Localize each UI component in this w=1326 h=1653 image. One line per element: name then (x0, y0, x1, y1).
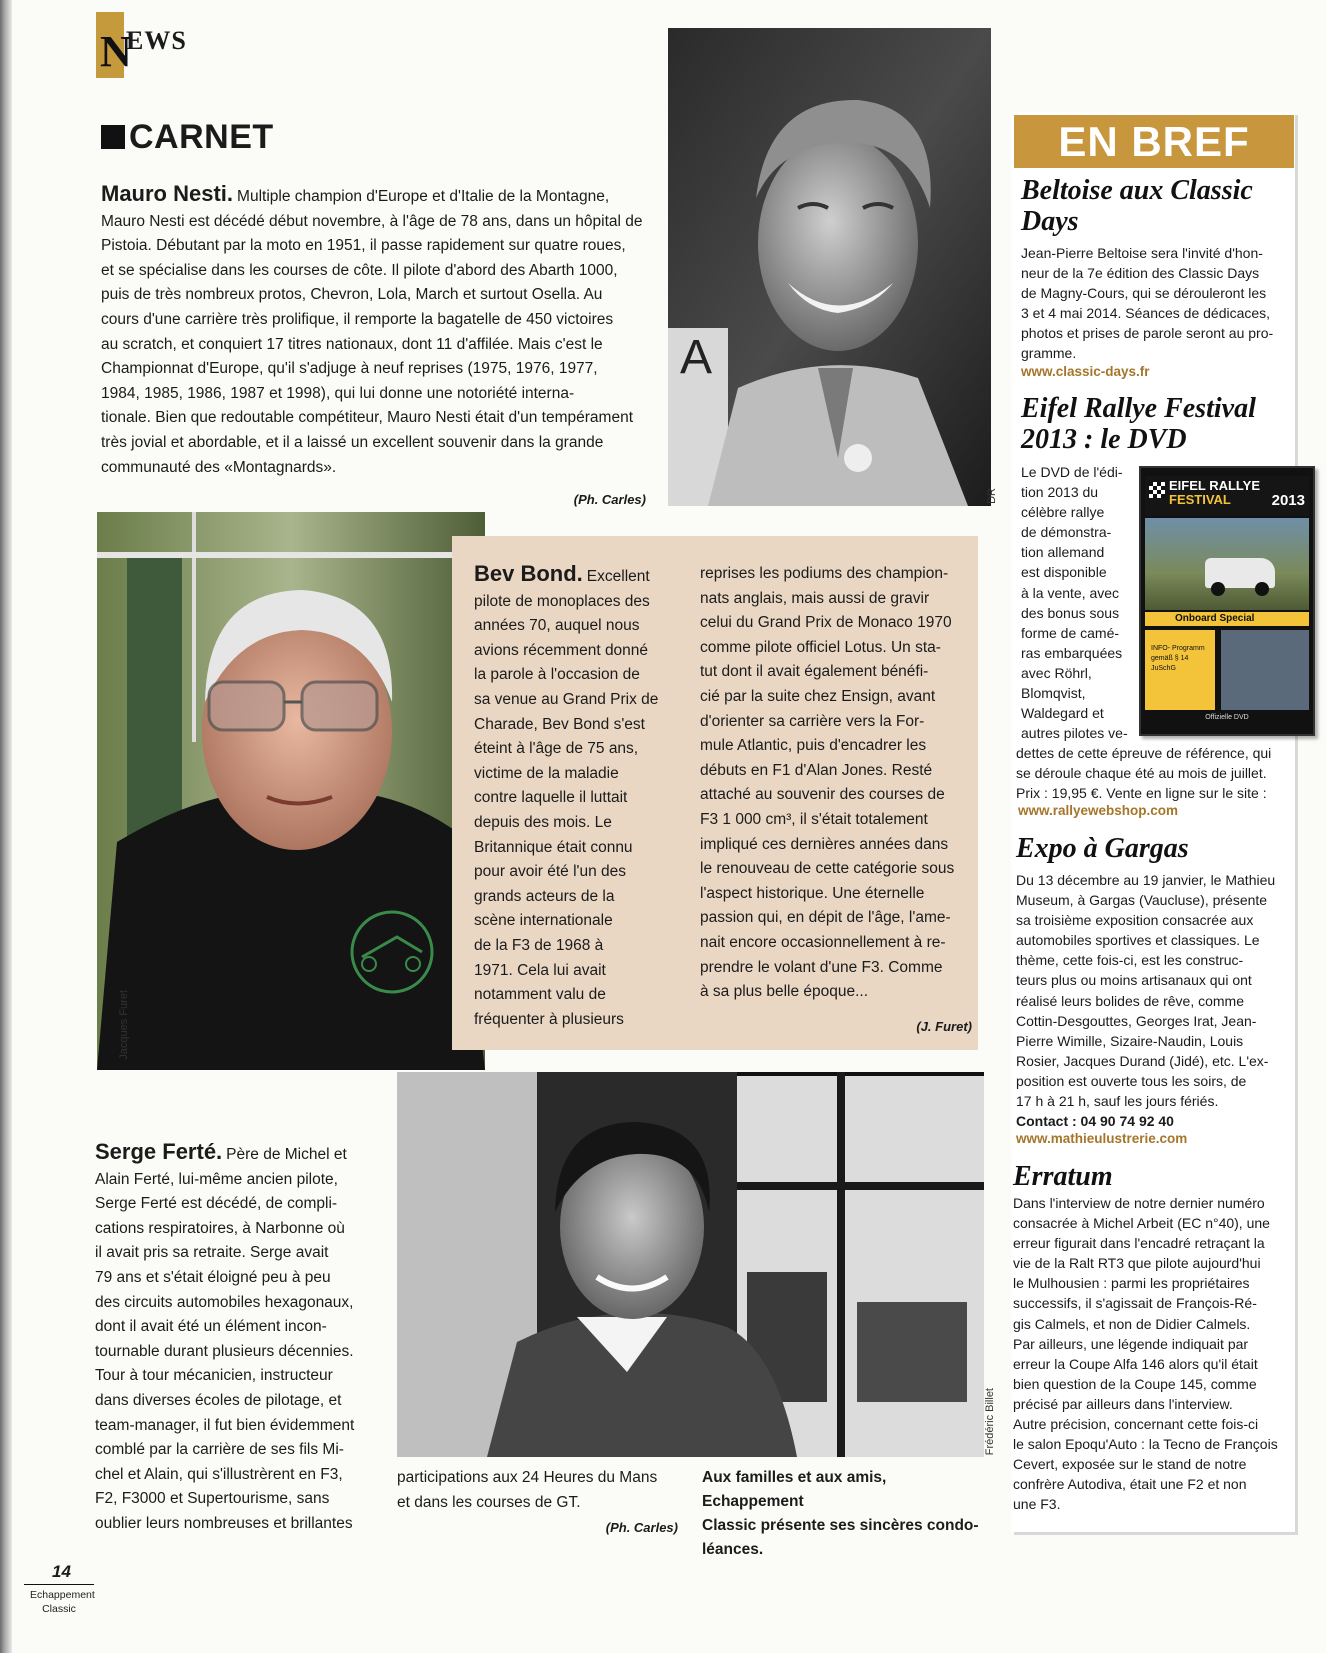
svg-text:A: A (680, 331, 713, 384)
text-line: Classic présente ses sincères condo- (702, 1517, 979, 1534)
text-line: depuis des mois. Le (474, 813, 612, 831)
bond-column-2 (700, 562, 974, 1005)
text-line: 79 ans et s'était éloigné peu à peu (95, 1268, 331, 1286)
checkered-flag-icon (1149, 482, 1165, 498)
text-line: puis de très nombreux protos, Chevron, Lola, March et surtout Osella. Au (101, 286, 603, 304)
text-line: teurs plus ou moins artisanaux qui ont (1016, 972, 1252, 989)
nesti-credit: (Ph. Carles) (573, 492, 646, 507)
text-line: tournable durant plusieurs décennies. (95, 1342, 354, 1360)
text-line: pilote de monoplaces des (474, 592, 650, 610)
text-line: Waldegard et (1021, 705, 1104, 722)
sidebar-item-title: Beltoise aux Classic Days (1021, 175, 1253, 237)
text-line: confrère Autodiva, était une F2 et non (1013, 1476, 1247, 1493)
text-line: Pierre Wimille, Sizaire-Naudin, Louis (1016, 1032, 1244, 1049)
text-line: celui du Grand Prix de Monaco 1970 (700, 614, 952, 632)
text-line: des circuits automobiles hexagonaux, (95, 1293, 354, 1311)
text-line: le Mulhousien : parmi les propriétaires (1013, 1275, 1250, 1292)
title-square-icon (101, 125, 125, 149)
footer-divider (24, 1584, 94, 1585)
text-line: cié par la suite chez Ensign, avant (700, 687, 936, 705)
text-line: des bonus sous (1021, 604, 1120, 621)
text-line: automobiles sportives et classiques. Le (1016, 932, 1260, 949)
sidebar-item-text (1016, 743, 1288, 803)
text-line: comblé par la carrière de ses fils Mi- (95, 1441, 344, 1459)
dvd-year: 2013 (1271, 492, 1305, 509)
rallyewebshop-link[interactable]: www.rallyewebshop.com (1018, 803, 1179, 818)
nesti-photo-credit: DR (986, 488, 998, 504)
text-line: la parole à l'occasion de (474, 666, 640, 684)
dvd-car-image (1145, 518, 1309, 610)
text-line: pour avoir été l'un des (474, 863, 627, 881)
text-line: forme de camé- (1021, 624, 1120, 641)
text-line: vie de la Ralt RT3 que pilote aujourd'hui (1013, 1255, 1261, 1272)
text-line: Prix : 19,95 €. Vente en ligne sur le site : (1016, 785, 1267, 802)
text-line: Jean-Pierre Beltoise sera l'invité d'hon- (1021, 245, 1263, 261)
text-line: erreur la Coupe Alfa 146 alors qu'il était (1013, 1355, 1258, 1372)
text-line: Dans l'interview de notre dernier numéro (1013, 1195, 1265, 1211)
text-line: victime de la maladie (474, 764, 619, 782)
text-line: comme pilote officiel Lotus. Un sta- (700, 638, 941, 656)
text-line: photos et prises de parole seront au pro- (1021, 325, 1274, 342)
text-line: tut dont il avait également bénéfi- (700, 663, 929, 681)
text-line: se déroule chaque été au mois de juillet. (1016, 765, 1267, 782)
text-line: Blomqvist, (1021, 685, 1086, 702)
text-line: sa troisième exposition consacrée aux (1016, 912, 1254, 929)
text-line: dettes de cette épreuve de référence, qui (1016, 745, 1272, 761)
dvd-footer: Offizielle DVD (1205, 714, 1249, 721)
sidebar-item-title: Expo à Gargas (1016, 833, 1189, 864)
text-line: le salon Epoqu'Auto : la Tecno de François (1013, 1436, 1278, 1453)
sidebar-item-text (1013, 1193, 1287, 1515)
text-line: Du 13 décembre au 19 janvier, le Mathieu (1016, 872, 1276, 888)
section-title-text: CARNET (129, 118, 274, 156)
ferte-first-line: Serge Ferté. Père de Michel et (95, 1139, 347, 1164)
magazine-name-line2: Classic (42, 1603, 76, 1615)
text-line: chel et Alain, qui s'illustrèrent en F3, (95, 1465, 343, 1483)
text-line: 1971. Cela lui avait (474, 961, 606, 979)
bond-photo-credit: Jacques Furet (118, 990, 130, 1060)
text-line: est disponible (1021, 564, 1107, 581)
classic-days-link[interactable]: www.classic-days.fr (1021, 364, 1150, 379)
text-line: ras embarquées (1021, 644, 1123, 661)
text-line: team-manager, il fut bien évidemment (95, 1416, 355, 1434)
text-line: F3 1 000 cm³, il s'était totalement (700, 810, 928, 828)
text-line: Rosier, Jacques Durand (Jidé), etc. L'ex- (1016, 1052, 1269, 1069)
text-line: le renouveau de cette catégorie sous (700, 860, 955, 878)
text-line: bien question de la Coupe 145, comme (1013, 1375, 1257, 1392)
nesti-name: Mauro Nesti. (101, 181, 234, 206)
sidebar-item-title: Erratum (1013, 1161, 1113, 1192)
text-line: mule Atlantic, puis d'encadrer les (700, 737, 927, 755)
text-line: grands acteurs de la (474, 887, 615, 905)
text-line: sa venue au Grand Prix de (474, 690, 659, 708)
text-line: prendre le volant d'une F3. Comme (700, 958, 943, 976)
bond-credit: (J. Furet) (916, 1019, 972, 1034)
text-line: une F3. (1013, 1496, 1061, 1513)
text-line: et se spécialise dans les courses de côte. Il pilote d'abord des Abarth 1000, (101, 261, 618, 279)
dvd-age-rating: INFO- Programm gemäß § 14 JuSchG (1145, 630, 1215, 710)
text-line: gramme. (1021, 345, 1077, 362)
en-bref-heading: EN BREF (1014, 115, 1294, 168)
text-line: attaché au souvenir des courses de (700, 786, 945, 804)
text-line: autres pilotes ve- (1021, 725, 1128, 742)
ferte-name: Serge Ferté. (95, 1139, 223, 1164)
ferte-column-1 (95, 1140, 375, 1537)
text-line: Aux familles et aux amis, Echappement (702, 1469, 887, 1510)
text-line: Pistoia. Débutant par la moto en 1951, il passe rapidement sur quatre roues, (101, 237, 626, 255)
text-line: au scratch, et conquiert 17 titres nationaux, dont 11 d'affilée. Mais c'est le (101, 335, 603, 353)
text-line: léances. (702, 1541, 764, 1558)
dvd-title-line1: EIFEL RALLYE (1169, 478, 1261, 493)
text-line: communauté des «Montagnards». (101, 458, 337, 476)
text-line: position est ouverte tous les soirs, de (1016, 1072, 1247, 1089)
text-line: contre laquelle il luttait (474, 789, 628, 807)
ferte-photo-credit: Frédéric Billet (984, 1388, 996, 1456)
text-line: participations aux 24 Heures du Mans (397, 1469, 658, 1486)
text-line: dans diverses écoles de pilotage, et (95, 1391, 342, 1409)
text-line: erreur figurait dans l'encadré retraçant la (1013, 1235, 1265, 1252)
text-line: Le DVD de l'édi- (1021, 464, 1123, 480)
text-line: de démonstra- (1021, 524, 1112, 541)
bond-first-line: Bev Bond. Excellent (474, 561, 650, 586)
text-line: il avait pris sa retraite. Serge avait (95, 1244, 329, 1262)
text-line: 17 h à 21 h, sauf les jours fériés. (1016, 1093, 1219, 1110)
ferte-credit: (Ph. Carles) (605, 1520, 678, 1535)
text-line: successifs, il s'agissait de François-Ré- (1013, 1295, 1257, 1312)
text-line: Britannique était connu (474, 838, 633, 856)
binding-edge (0, 0, 12, 1653)
text-line: thème, cette fois-ci, est les construc- (1016, 952, 1244, 969)
text-line: à sa plus belle époque... (700, 983, 869, 1001)
text-line: F2, F3000 et Supertourisme, sans (95, 1490, 330, 1508)
text-line: éteint à l'âge de 75 ans, (474, 740, 639, 758)
text-line: tionale. Bien que redoutable compétiteur, Mauro Nesti était d'un tempérament (101, 409, 633, 427)
text-line: Par ailleurs, une légende indiquait par (1013, 1335, 1249, 1352)
text-line: scène internationale (474, 912, 613, 930)
text-line: avec Röhrl, (1021, 664, 1092, 681)
text-line: avions récemment donné (474, 641, 649, 659)
nesti-first-line: Mauro Nesti. Multiple champion d'Europe et d'Italie de la Montagne, (101, 181, 610, 206)
text-line: consacrée à Michel Arbeit (EC n°40), une (1013, 1215, 1270, 1232)
text-line: cations respiratoires, à Narbonne où (95, 1219, 345, 1237)
dvd-title (1169, 479, 1260, 507)
text-line: neur de la 7e édition des Classic Days (1021, 265, 1260, 282)
text-line: de la F3 de 1968 à (474, 936, 604, 954)
text-line: impliqué ces dernières années dans (700, 835, 949, 853)
text-line: reprises les podiums des champion- (700, 565, 949, 582)
page-number: 14 (52, 1562, 71, 1581)
magazine-name-line1: Echappement (30, 1589, 95, 1601)
text-line: oublier leurs nombreuses et brillantes (95, 1514, 353, 1532)
text-line: Mauro Nesti est décédé début novembre, à l'âge de 78 ans, dans un hôpital de (101, 212, 643, 230)
text-line: débuts en F1 d'Alan Jones. Resté (700, 761, 933, 779)
section-title (101, 118, 274, 157)
text-line: célèbre rallye (1021, 504, 1105, 521)
text-line: tion allemand (1021, 544, 1105, 561)
text-line: notamment valu de (474, 986, 606, 1004)
dvd-cover (1139, 466, 1315, 736)
text-line: nats anglais, mais aussi de gravir (700, 589, 930, 607)
text-line: Cevert, exposée sur le stand de notre (1013, 1456, 1247, 1473)
text-line: dont il avait été un élément incon- (95, 1318, 327, 1336)
text-line: Serge Ferté est décédé, de compli- (95, 1195, 338, 1213)
text-line: Museum, à Gargas (Vaucluse), présente (1016, 892, 1268, 909)
text-line: à la vente, avec (1021, 584, 1120, 601)
ferte-column-2 (397, 1466, 687, 1515)
nesti-article (101, 182, 649, 480)
sidebar-item-text (1021, 462, 1131, 743)
bond-column-1 (474, 562, 675, 1032)
text-line: Championnat d'Europe, qu'il s'adjuge à neuf reprises (1975, 1976, 1977, (101, 360, 598, 378)
text-line: 1984, 1985, 1986, 1987 et 1998), qui lui donne une notoriété interna- (101, 384, 575, 402)
sidebar-item-text (1016, 870, 1287, 1131)
text-line: Alain Ferté, lui-même ancien pilote, (95, 1170, 338, 1188)
news-initial: N (100, 27, 132, 76)
dvd-title-line2: FESTIVAL (1169, 492, 1231, 507)
condolences (702, 1466, 992, 1562)
text-line: précisé par ailleurs dans l'interview. (1013, 1395, 1233, 1412)
text-line: Autre précision, concernant cette fois-ci (1013, 1416, 1259, 1433)
text-line: nait encore occasionnellement à re- (700, 933, 946, 951)
text-line: l'aspect historique. Une éternelle (700, 884, 925, 902)
text-line: de Magny-Cours, qui se dérouleront les (1021, 285, 1267, 302)
dvd-driver-photo (1221, 630, 1309, 710)
text-line: fréquenter à plusieurs (474, 1010, 624, 1028)
dvd-band: Onboard Special (1145, 612, 1309, 626)
mathieulustrerie-link[interactable]: www.mathieulustrerie.com (1016, 1131, 1188, 1146)
text-line: gis Calmels, et non de Didier Calmels. (1013, 1315, 1251, 1332)
text-line: passion qui, en dépit de l'âge, l'ame- (700, 909, 951, 927)
text-line: Charade, Bev Bond s'est (474, 715, 645, 733)
text-line: Cottin-Desgouttes, Georges Irat, Jean- (1016, 1012, 1257, 1029)
magazine-name (30, 1588, 95, 1616)
text-line: Tour à tour mécanicien, instructeur (95, 1367, 333, 1385)
text-line: et dans les courses de GT. (397, 1493, 581, 1511)
bond-name: Bev Bond. (474, 561, 583, 586)
bond-photo (97, 512, 485, 1070)
sidebar-item-text (1021, 243, 1287, 364)
text-line: 3 et 4 mai 2014. Séances de dédicaces, (1021, 305, 1271, 322)
text-line: cours d'une carrière très prolifique, il remporte la bagatelle de 450 victoires (101, 310, 614, 328)
ferte-photo (397, 1072, 984, 1457)
news-logo-block (96, 12, 132, 78)
nesti-photo (668, 28, 991, 506)
text-line: très jovial et abordable, et il a laissé un excellent souvenir dans la grande (101, 433, 604, 451)
dvd-header (1145, 476, 1309, 516)
text-line: tion 2013 du (1021, 484, 1099, 501)
text-line: réalisé leurs bolides de rêve, comme (1016, 992, 1244, 1009)
sidebar-item-title: Eifel Rallye Festival 2013 : le DVD (1021, 393, 1256, 455)
text-line: années 70, auquel nous (474, 617, 640, 635)
news-logo-text: EWS (126, 26, 187, 55)
gargas-contact: Contact : 04 90 74 92 40 (1016, 1113, 1174, 1130)
text-line: d'orienter sa carrière vers la For- (700, 712, 925, 730)
